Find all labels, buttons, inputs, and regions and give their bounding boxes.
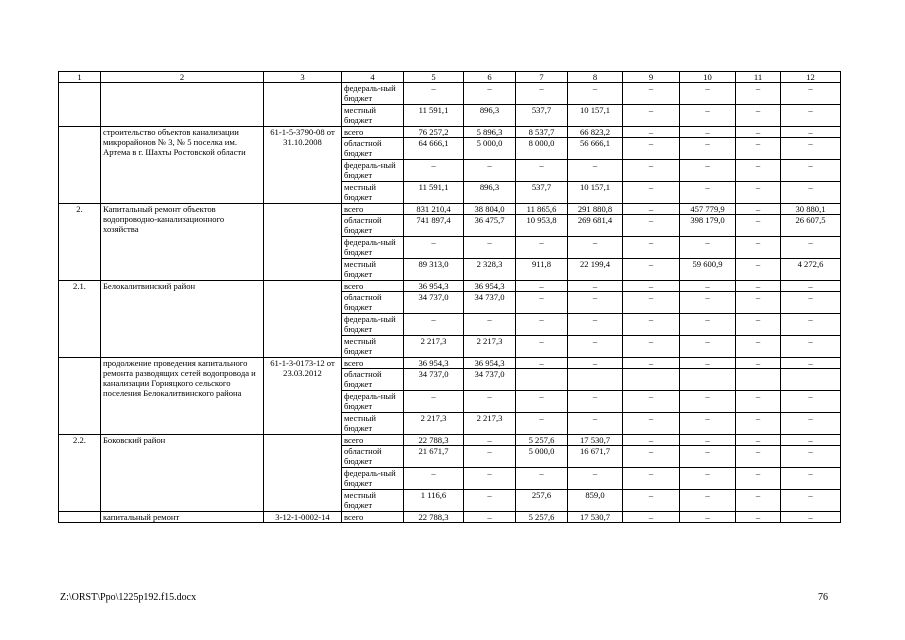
funding-source: всего (342, 512, 404, 523)
amount-cell: – (623, 314, 680, 336)
amount-cell: – (736, 314, 781, 336)
amount-cell: 5 896,3 (464, 127, 516, 138)
amount-cell: – (736, 413, 781, 435)
table-row (59, 512, 841, 523)
amount-cell: – (568, 336, 623, 358)
amount-cell: 34 737,0 (404, 292, 464, 314)
funding-source: всего (342, 435, 404, 446)
amount-cell: – (516, 83, 568, 105)
amount-cell (568, 369, 623, 391)
amount-cell: 859,0 (568, 490, 623, 512)
amount-cell: 5 257,6 (516, 512, 568, 523)
amount-cell: – (781, 512, 841, 523)
item-description: Белокалитвинский район (101, 281, 264, 358)
section-number: 2.2. (59, 435, 101, 512)
amount-cell: – (464, 83, 516, 105)
amount-cell: 8 000,0 (516, 138, 568, 160)
amount-cell: – (680, 391, 736, 413)
funding-source: федераль-ный бюджет (342, 237, 404, 259)
section-number: 2. (59, 204, 101, 281)
amount-cell: 66 823,2 (568, 127, 623, 138)
amount-cell: – (623, 237, 680, 259)
document-reference (264, 83, 342, 127)
amount-cell: 10 157,1 (568, 182, 623, 204)
amount-cell: 22 788,3 (404, 512, 464, 523)
amount-cell: 2 217,3 (464, 413, 516, 435)
amount-cell: 398 179,0 (680, 215, 736, 237)
amount-cell: 10 953,8 (516, 215, 568, 237)
amount-cell: – (781, 138, 841, 160)
section-number (59, 127, 101, 204)
amount-cell: – (736, 83, 781, 105)
amount-cell: – (680, 314, 736, 336)
amount-cell: – (781, 446, 841, 468)
amount-cell: – (736, 105, 781, 127)
amount-cell: – (736, 160, 781, 182)
item-description (101, 83, 264, 127)
amount-cell: 36 954,3 (464, 358, 516, 369)
amount-cell: – (736, 281, 781, 292)
amount-cell: 30 880,1 (781, 204, 841, 215)
section-number (59, 512, 101, 523)
amount-cell: – (568, 83, 623, 105)
amount-cell: – (781, 182, 841, 204)
funding-source: областной бюджет (342, 292, 404, 314)
column-number: 8 (568, 72, 623, 83)
amount-cell: – (781, 468, 841, 490)
funding-source: местный бюджет (342, 105, 404, 127)
document-reference: 61-1-3-0173-12 от 23.03.2012 (264, 358, 342, 435)
amount-cell: – (623, 259, 680, 281)
amount-cell: – (680, 105, 736, 127)
amount-cell: 21 671,7 (404, 446, 464, 468)
amount-cell: – (781, 413, 841, 435)
amount-cell: 64 666,1 (404, 138, 464, 160)
document-reference: 61-1-5-3790-08 от 31.10.2008 (264, 127, 342, 204)
amount-cell: – (680, 138, 736, 160)
amount-cell: – (781, 314, 841, 336)
amount-cell: – (623, 160, 680, 182)
amount-cell: 5 257,6 (516, 435, 568, 446)
amount-cell: – (736, 490, 781, 512)
amount-cell: – (623, 391, 680, 413)
amount-cell: – (516, 160, 568, 182)
column-number: 2 (101, 72, 264, 83)
amount-cell: – (781, 391, 841, 413)
document-reference: 3-12-1-0002-14 (264, 512, 342, 523)
amount-cell: – (680, 83, 736, 105)
amount-cell: 11 591,1 (404, 105, 464, 127)
amount-cell: – (680, 281, 736, 292)
amount-cell: – (623, 446, 680, 468)
amount-cell: – (736, 336, 781, 358)
amount-cell: – (568, 292, 623, 314)
amount-cell: – (404, 468, 464, 490)
amount-cell: – (464, 314, 516, 336)
amount-cell: – (516, 468, 568, 490)
amount-cell (736, 369, 781, 391)
amount-cell: – (568, 413, 623, 435)
amount-cell: 36 475,7 (464, 215, 516, 237)
amount-cell: 34 737,0 (464, 292, 516, 314)
amount-cell: 56 666,1 (568, 138, 623, 160)
amount-cell: 17 530,7 (568, 512, 623, 523)
amount-cell: – (680, 468, 736, 490)
amount-cell: – (464, 446, 516, 468)
amount-cell: – (623, 204, 680, 215)
amount-cell: – (736, 127, 781, 138)
section-number: 2.1. (59, 281, 101, 358)
amount-cell: 34 737,0 (464, 369, 516, 391)
funding-source: местный бюджет (342, 259, 404, 281)
amount-cell: – (464, 435, 516, 446)
amount-cell: – (736, 215, 781, 237)
table-row (59, 435, 841, 446)
amount-cell: 537,7 (516, 182, 568, 204)
amount-cell: 257,6 (516, 490, 568, 512)
amount-cell: – (781, 336, 841, 358)
column-number: 11 (736, 72, 781, 83)
amount-cell: – (736, 435, 781, 446)
amount-cell: – (736, 358, 781, 369)
amount-cell: 11 591,1 (404, 182, 464, 204)
amount-cell: – (736, 237, 781, 259)
amount-cell: – (680, 413, 736, 435)
amount-cell: – (781, 292, 841, 314)
amount-cell: 1 116,6 (404, 490, 464, 512)
amount-cell: 11 865,6 (516, 204, 568, 215)
amount-cell: – (404, 314, 464, 336)
amount-cell: 8 537,7 (516, 127, 568, 138)
amount-cell: – (516, 358, 568, 369)
amount-cell: – (623, 490, 680, 512)
amount-cell: – (680, 292, 736, 314)
section-number (59, 83, 101, 127)
funding-source: местный бюджет (342, 336, 404, 358)
amount-cell: – (781, 281, 841, 292)
document-reference (264, 204, 342, 281)
amount-cell: – (623, 336, 680, 358)
amount-cell: – (568, 391, 623, 413)
item-description: продолжение проведения капитального ремонта разводящих сетей водопровода и канализации Горняцкого сельского поселения Белокалитвинского района (101, 358, 264, 435)
amount-cell: – (464, 391, 516, 413)
amount-cell: – (516, 237, 568, 259)
amount-cell: – (680, 336, 736, 358)
amount-cell: 89 313,0 (404, 259, 464, 281)
funding-source: всего (342, 204, 404, 215)
amount-cell: – (736, 259, 781, 281)
column-number: 4 (342, 72, 404, 83)
funding-source: местный бюджет (342, 413, 404, 435)
amount-cell: 26 607,5 (781, 215, 841, 237)
amount-cell: – (623, 292, 680, 314)
amount-cell: – (623, 127, 680, 138)
amount-cell: – (623, 358, 680, 369)
column-number: 1 (59, 72, 101, 83)
amount-cell: – (680, 435, 736, 446)
amount-cell (781, 369, 841, 391)
amount-cell: – (680, 182, 736, 204)
amount-cell: 59 600,9 (680, 259, 736, 281)
budget-table (58, 71, 841, 523)
amount-cell: – (623, 182, 680, 204)
amount-cell: – (568, 237, 623, 259)
amount-cell: – (568, 281, 623, 292)
amount-cell: – (680, 512, 736, 523)
amount-cell (680, 369, 736, 391)
amount-cell: 741 897,4 (404, 215, 464, 237)
column-number: 9 (623, 72, 680, 83)
item-description: Капитальный ремонт объектов водопроводно-канализационного хозяйства (101, 204, 264, 281)
funding-source: областной бюджет (342, 215, 404, 237)
amount-cell: – (736, 204, 781, 215)
amount-cell: 911,8 (516, 259, 568, 281)
table-row (59, 127, 841, 138)
funding-source: всего (342, 358, 404, 369)
amount-cell: – (464, 468, 516, 490)
column-number: 10 (680, 72, 736, 83)
funding-source: областной бюджет (342, 446, 404, 468)
amount-cell: – (464, 512, 516, 523)
amount-cell: 36 954,3 (464, 281, 516, 292)
amount-cell: – (781, 105, 841, 127)
funding-source: местный бюджет (342, 490, 404, 512)
amount-cell: – (781, 83, 841, 105)
amount-cell: – (736, 512, 781, 523)
amount-cell: 10 157,1 (568, 105, 623, 127)
amount-cell: – (736, 446, 781, 468)
amount-cell: 2 217,3 (404, 336, 464, 358)
amount-cell: – (623, 512, 680, 523)
amount-cell: – (680, 237, 736, 259)
amount-cell: 76 257,2 (404, 127, 464, 138)
funding-source: федераль-ный бюджет (342, 314, 404, 336)
amount-cell: – (404, 391, 464, 413)
funding-source: федераль-ный бюджет (342, 83, 404, 105)
amount-cell: – (404, 83, 464, 105)
amount-cell: 2 217,3 (464, 336, 516, 358)
amount-cell: – (781, 490, 841, 512)
amount-cell: 2 217,3 (404, 413, 464, 435)
amount-cell: – (680, 160, 736, 182)
amount-cell: 22 788,3 (404, 435, 464, 446)
amount-cell: – (623, 435, 680, 446)
amount-cell (623, 369, 680, 391)
amount-cell: 4 272,6 (781, 259, 841, 281)
amount-cell: – (568, 160, 623, 182)
table-row (59, 358, 841, 369)
amount-cell: – (516, 292, 568, 314)
funding-source: местный бюджет (342, 182, 404, 204)
amount-cell: – (516, 391, 568, 413)
item-description: Боковский район (101, 435, 264, 512)
amount-cell: – (623, 138, 680, 160)
amount-cell: – (736, 391, 781, 413)
amount-cell: 269 681,4 (568, 215, 623, 237)
amount-cell: – (404, 160, 464, 182)
funding-source: всего (342, 281, 404, 292)
amount-cell: – (781, 160, 841, 182)
amount-cell: – (680, 490, 736, 512)
amount-cell: – (516, 413, 568, 435)
amount-cell: 537,7 (516, 105, 568, 127)
amount-cell: 38 804,0 (464, 204, 516, 215)
amount-cell: 17 530,7 (568, 435, 623, 446)
document-reference (264, 435, 342, 512)
amount-cell: – (736, 292, 781, 314)
amount-cell: – (680, 127, 736, 138)
amount-cell: – (623, 413, 680, 435)
header-row (59, 72, 841, 83)
section-number (59, 358, 101, 435)
amount-cell: – (464, 160, 516, 182)
funding-source: областной бюджет (342, 369, 404, 391)
amount-cell: – (680, 358, 736, 369)
amount-cell: – (623, 105, 680, 127)
amount-cell: – (568, 468, 623, 490)
item-description: строительство объектов канализации микрорайонов № 3, № 5 поселка им. Артема в г. Шахты Ростовской области (101, 127, 264, 204)
amount-cell: 831 210,4 (404, 204, 464, 215)
amount-cell: – (736, 468, 781, 490)
funding-source: федераль-ный бюджет (342, 391, 404, 413)
amount-cell: 36 954,3 (404, 358, 464, 369)
amount-cell: – (781, 358, 841, 369)
amount-cell: 457 779,9 (680, 204, 736, 215)
amount-cell: – (464, 237, 516, 259)
amount-cell: – (516, 314, 568, 336)
amount-cell: – (736, 182, 781, 204)
funding-source: областной бюджет (342, 138, 404, 160)
amount-cell: 34 737,0 (404, 369, 464, 391)
amount-cell: – (568, 314, 623, 336)
funding-source: федераль-ный бюджет (342, 468, 404, 490)
amount-cell: – (623, 468, 680, 490)
amount-cell: 22 199,4 (568, 259, 623, 281)
table-row (59, 204, 841, 215)
document-reference (264, 281, 342, 358)
amount-cell: – (568, 358, 623, 369)
column-number: 6 (464, 72, 516, 83)
table-row (59, 83, 841, 105)
amount-cell (516, 369, 568, 391)
amount-cell: 36 954,3 (404, 281, 464, 292)
amount-cell: 5 000,0 (464, 138, 516, 160)
funding-source: федераль-ный бюджет (342, 160, 404, 182)
footer-file-path: Z:\ORST\Ppo\1225p192.f15.docx (60, 592, 197, 603)
page-number: 76 (818, 592, 828, 603)
amount-cell: – (516, 281, 568, 292)
amount-cell: – (516, 336, 568, 358)
amount-cell: – (781, 237, 841, 259)
amount-cell: – (781, 435, 841, 446)
amount-cell: 896,3 (464, 182, 516, 204)
column-number: 5 (404, 72, 464, 83)
table-row (59, 281, 841, 292)
item-description: капитальный ремонт (101, 512, 264, 523)
amount-cell: – (623, 83, 680, 105)
amount-cell: – (680, 446, 736, 468)
amount-cell: – (623, 215, 680, 237)
column-number: 7 (516, 72, 568, 83)
amount-cell: – (464, 490, 516, 512)
amount-cell: 291 880,8 (568, 204, 623, 215)
amount-cell: 896,3 (464, 105, 516, 127)
amount-cell: 5 000,0 (516, 446, 568, 468)
amount-cell: 16 671,7 (568, 446, 623, 468)
amount-cell: – (623, 281, 680, 292)
amount-cell: – (736, 138, 781, 160)
funding-source: всего (342, 127, 404, 138)
column-number: 3 (264, 72, 342, 83)
amount-cell: – (404, 237, 464, 259)
amount-cell: 2 328,3 (464, 259, 516, 281)
column-number: 12 (781, 72, 841, 83)
amount-cell: – (781, 127, 841, 138)
